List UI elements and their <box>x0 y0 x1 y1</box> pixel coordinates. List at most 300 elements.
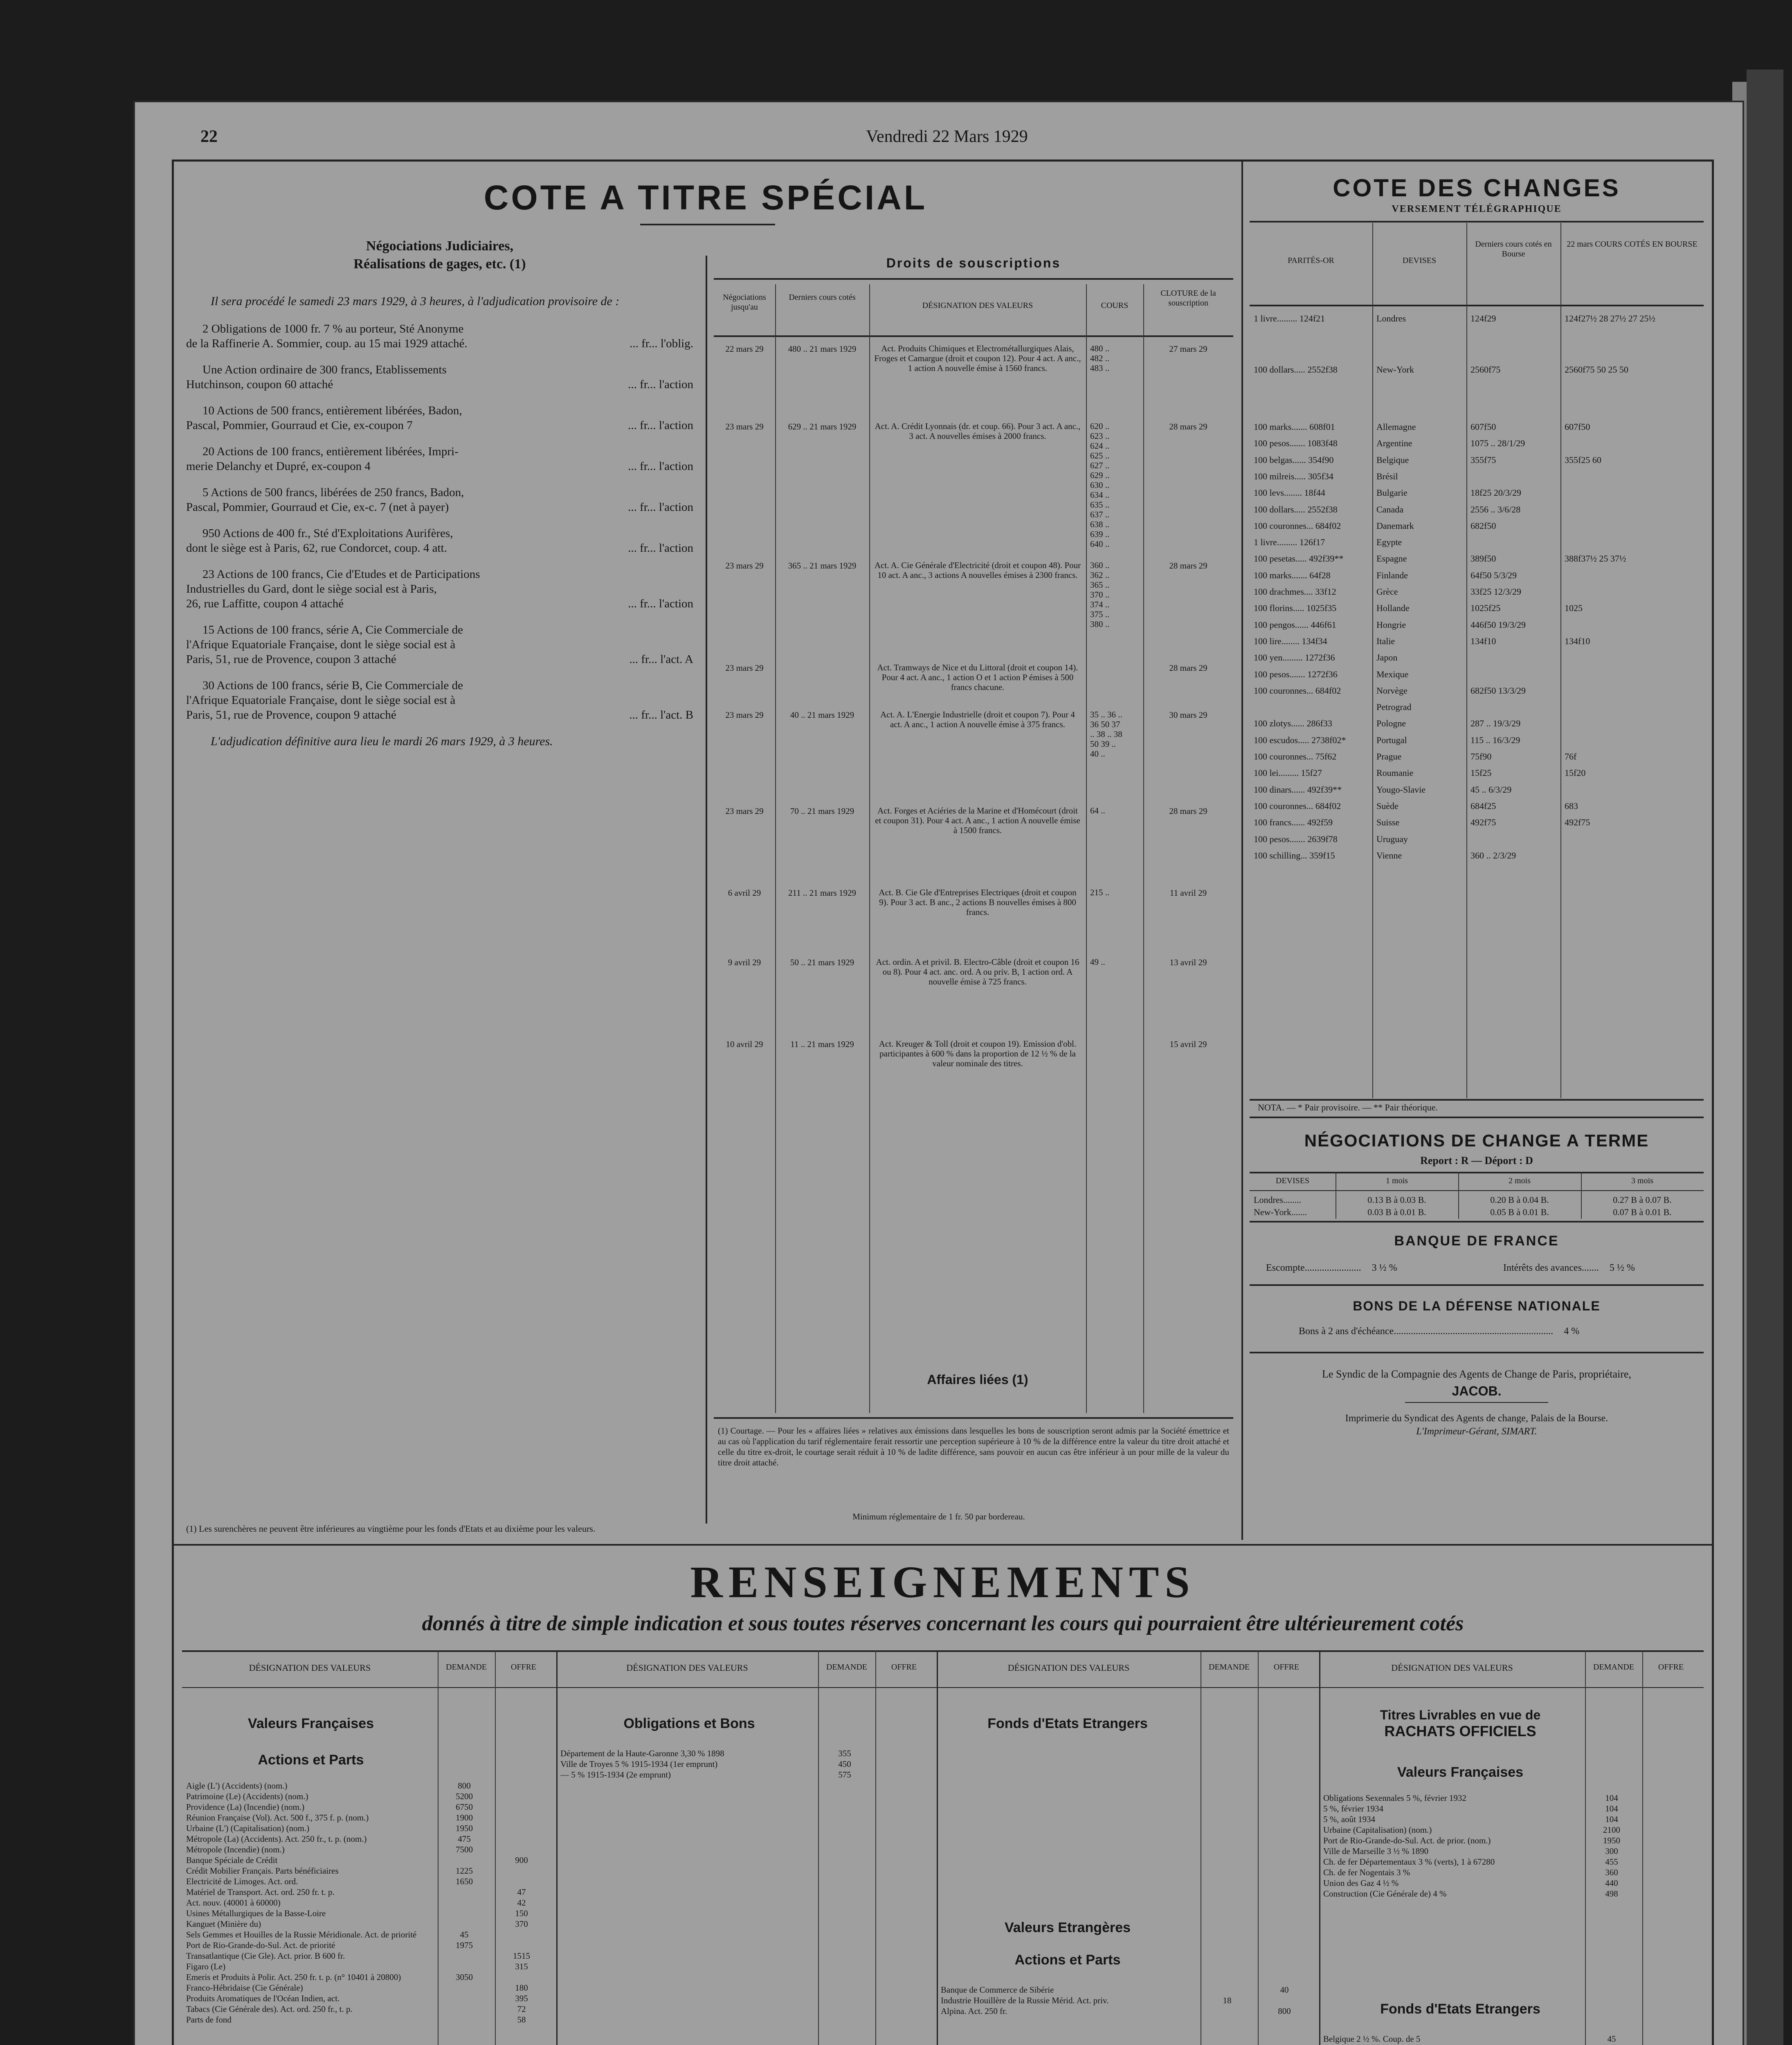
page-frame <box>172 160 1714 2045</box>
droits-cell-cours: 215 .. <box>1090 888 1110 897</box>
rens-valeur: Ch. de fer Nogentais 3 % <box>1323 1867 1410 1877</box>
rens-col2-heading-1: Obligations et Bons <box>623 1716 755 1731</box>
changes-dernier-cours: 607f50 <box>1470 422 1496 432</box>
divider-droits <box>706 256 707 1524</box>
changes-row <box>1250 469 1704 485</box>
rens-row <box>182 1812 556 1823</box>
droits-col-line-4 <box>1143 284 1144 1413</box>
banque-rule <box>1250 1284 1704 1286</box>
droits-cell-cours: 49 .. <box>1090 957 1105 967</box>
lot-line: 26, rue Laffitte, coupon 4 attaché <box>186 597 344 610</box>
negociations-heading-2: Réalisations de gages, etc. (1) <box>353 256 526 272</box>
droits-cell-cloture: 30 mars 29 <box>1169 710 1207 720</box>
changes-dernier-cours: 1025f25 <box>1470 603 1501 614</box>
lot-item <box>186 567 693 611</box>
lot-price: ... fr... l'action <box>628 542 693 555</box>
rens-valeur: Alpina. Act. 250 fr. <box>941 2006 1007 2016</box>
changes-row <box>1250 667 1704 683</box>
droits-cell-designation: Act. ordin. A et privil. B. Electro-Câble (droit et coupon 16 ou 8). Pour 4 act. anc. ord. A ou priv. B, 1 action ord. A nouvelle émise à 725 francs. <box>876 957 1079 987</box>
changes-dernier-cours: 2560f75 <box>1470 364 1501 375</box>
lot-line: Pascal, Pommier, Gourraud et Cie, ex-c. 7 (net à payer) <box>186 501 449 514</box>
droits-header-derniers: Derniers cours cotés <box>789 293 856 302</box>
rens-demande: 450 <box>838 1759 851 1769</box>
changes-row <box>1250 848 1704 864</box>
changes-devise: Roumanie <box>1376 768 1414 778</box>
changes-row <box>1250 436 1704 452</box>
rens-valeur: Port de Rio-Grande-do-Sul. Act. de prior. (nom.) <box>1323 1836 1491 1845</box>
lots-list <box>186 321 693 722</box>
rens-offre: 72 <box>517 2004 526 2014</box>
lot-price: ... fr... l'action <box>628 460 693 473</box>
rens-row <box>182 1844 556 1855</box>
changes-parite: 100 pesos....... 1272f36 <box>1254 669 1338 679</box>
rens-row <box>1319 2034 1704 2044</box>
rens-row <box>182 1887 556 1897</box>
rens-offre: 180 <box>515 1983 528 1993</box>
cote-titre-special-title: COTE A TITRE SPÉCIAL <box>483 178 928 217</box>
terme-devise: New-York....... <box>1254 1207 1307 1217</box>
rens-column-1 <box>182 1691 556 2025</box>
rens-valeur: Matériel de Transport. Act. ord. 250 fr. t. p. <box>186 1887 335 1897</box>
lot-line: 15 Actions de 100 francs, série A, Cie Commerciale de <box>202 623 463 636</box>
changes-dernier-cours: 492f75 <box>1470 817 1496 828</box>
newspaper-page <box>135 102 1743 2045</box>
changes-parite: 100 couronnes... 684f02 <box>1254 800 1341 811</box>
negociations-heading-1: Négociations Judiciaires, <box>366 238 514 254</box>
rens-valeur: Union des Gaz 4 ½ % <box>1323 1878 1399 1888</box>
rens-row <box>182 1876 556 1887</box>
changes-dernier-cours: 684f25 <box>1470 800 1496 811</box>
rens-offre: 47 <box>517 1887 526 1897</box>
rens-valeur: Emeris et Produits à Polir. Act. 250 fr. t. p. (n° 10401 à 20800) <box>186 1972 401 1982</box>
changes-header-derniers: Derniers cours cotés en Bourse <box>1475 240 1552 258</box>
changes-cours-cote: 683 <box>1565 800 1578 811</box>
changes-row <box>1250 733 1704 749</box>
droits-cell-derniers: 480 .. 21 mars 1929 <box>788 344 857 354</box>
changes-row <box>1250 551 1704 567</box>
rens-row <box>182 1823 556 1834</box>
rens-demande: 3050 <box>456 1972 473 1982</box>
rens-offre: 150 <box>515 1908 528 1918</box>
lot-item <box>186 403 693 433</box>
changes-devise: Egypte <box>1376 537 1402 548</box>
negociations-column <box>186 237 693 749</box>
rens-row <box>1319 1856 1704 1867</box>
lot-price: ... fr... l'oblig. <box>630 337 693 350</box>
changes-parite: 100 pesos....... 2639f78 <box>1254 834 1338 844</box>
changes-parite: 100 couronnes... 684f02 <box>1254 520 1341 531</box>
rens-valeur: Kanguet (Minière du) <box>186 1919 261 1929</box>
rens-row <box>182 1834 556 1844</box>
changes-header-row <box>1250 223 1704 305</box>
changes-dernier-cours: 115 .. 16/3/29 <box>1470 735 1520 745</box>
bons-line <box>1299 1325 1579 1337</box>
droits-cell-negociation: 22 mars 29 <box>725 344 764 354</box>
changes-row <box>1250 634 1704 650</box>
rens-demande: 104 <box>1605 1804 1618 1814</box>
lot-line: Paris, 51, rue de Provence, coupon 9 attaché <box>186 708 396 721</box>
changes-dernier-cours: 389f50 <box>1470 553 1496 564</box>
page-date: Vendredi 22 Mars 1929 <box>866 127 1028 146</box>
changes-dernier-cours: 355f75 <box>1470 454 1496 465</box>
lot-item <box>186 444 693 474</box>
rens-demande: 1950 <box>1603 1836 1620 1845</box>
changes-devise: Pologne <box>1376 718 1406 729</box>
lot-line: Hutchinson, coupon 60 attaché <box>186 378 333 391</box>
lot-line: 5 Actions de 500 francs, libérées de 250 francs, Badon, <box>202 486 464 499</box>
droits-cell-cloture: 28 mars 29 <box>1169 422 1207 431</box>
changes-row <box>1250 568 1704 584</box>
rens-header-offre: OFFRE <box>510 1663 537 1672</box>
rens-row <box>1319 1878 1704 1888</box>
droits-cell-designation: Act. B. Cie Gle d'Entreprises Electriques (droit et coupon 9). Pour 3 act. B anc., 2 actions B nouvelles émises à 800 francs. <box>879 888 1077 917</box>
rens-offre: 395 <box>515 1993 528 2003</box>
rens-demande: 455 <box>1605 1857 1618 1867</box>
rens-offre: 40 <box>1280 1985 1289 1995</box>
rens-demande: 360 <box>1605 1867 1618 1877</box>
changes-row <box>1250 765 1704 782</box>
syndic-rule <box>1405 1402 1548 1403</box>
rens-row <box>937 1984 1319 1995</box>
rens-demande: 800 <box>458 1781 471 1791</box>
changes-title: COTE DES CHANGES <box>1333 174 1621 202</box>
changes-devise: Norvège <box>1376 685 1408 696</box>
droits-col-line-3 <box>1086 284 1087 1413</box>
changes-cours-cote: 355f25 60 <box>1565 454 1601 465</box>
changes-parite: 100 marks....... 64f28 <box>1254 570 1331 580</box>
rens-row <box>182 1908 556 1919</box>
droits-cell-negociation: 10 avril 29 <box>726 1039 763 1049</box>
lot-line: Industrielles du Gard, dont le siège social est à Paris, <box>186 582 437 596</box>
terme-header-2-mois: 2 mois <box>1509 1176 1531 1185</box>
changes-parite: 1 livre......... 126f17 <box>1254 537 1325 548</box>
rens-demande: 575 <box>838 1770 851 1780</box>
terme-header-devises: DEVISES <box>1275 1176 1310 1185</box>
rens-valeur: Réunion Française (Vol). Act. 500 f., 375 f. p. (nom.) <box>186 1813 369 1823</box>
changes-dernier-cours: 682f50 <box>1470 520 1496 531</box>
rens-valeur: Produits Aromatiques de l'Océan Indien, act. <box>186 1993 340 2003</box>
rens-demande: 5200 <box>456 1791 473 1801</box>
rens-valeur: Urbaine (Capitalisation) (nom.) <box>1323 1825 1432 1835</box>
changes-row <box>1250 798 1704 815</box>
rens-valeur: Ville de Marseille 3 ½ % 1890 <box>1323 1846 1429 1856</box>
rens-row <box>1319 1825 1704 1835</box>
lot-item <box>186 362 693 392</box>
changes-row <box>1250 362 1704 378</box>
changes-devise: Danemark <box>1376 520 1414 531</box>
rens-header-designation: DÉSIGNATION DES VALEURS <box>249 1663 371 1673</box>
changes-parite: 100 yen......... 1272f36 <box>1254 652 1335 663</box>
rens-valeur: Construction (Cie Générale de) 4 % <box>1323 1889 1447 1899</box>
rens-row <box>1319 1835 1704 1846</box>
lot-line: 20 Actions de 100 francs, entièrement libérées, Impri- <box>202 445 459 458</box>
changes-devise: Hongrie <box>1376 619 1406 630</box>
changes-row <box>1250 650 1704 666</box>
changes-row <box>1250 716 1704 732</box>
changes-devise: Finlande <box>1376 570 1408 580</box>
rens-demande: 475 <box>458 1834 471 1844</box>
droits-header-designation: DÉSIGNATION DES VALEURS <box>922 301 1033 310</box>
terme-3-mois: 0.07 B à 0.01 B. <box>1613 1207 1672 1217</box>
changes-dernier-cours: 134f10 <box>1470 636 1496 646</box>
changes-section <box>1250 174 1704 1437</box>
droits-cell-negociation: 23 mars 29 <box>725 561 764 571</box>
terme-title: NÉGOCIATIONS DE CHANGE A TERME <box>1304 1131 1649 1150</box>
rens-row <box>1319 1846 1704 1856</box>
changes-devise: Bulgarie <box>1376 488 1408 498</box>
changes-dernier-cours: 1075 .. 28/1/29 <box>1470 438 1525 449</box>
terme-header-1-mois: 1 mois <box>1386 1176 1408 1185</box>
droits-cell-derniers: 211 .. 21 mars 1929 <box>788 888 857 898</box>
changes-row <box>1250 311 1704 327</box>
changes-parite: 100 belgas...... 354f90 <box>1254 454 1334 465</box>
syndic-line: Le Syndic de la Compagnie des Agents de Change de Paris, propriétaire, <box>1322 1368 1631 1380</box>
renseignements-table <box>182 1650 1704 2045</box>
rens-row <box>1319 1803 1704 1814</box>
changes-row <box>1250 699 1704 716</box>
changes-row <box>1250 419 1704 436</box>
banque-escompte <box>1266 1262 1397 1274</box>
rens-row <box>182 2004 556 2014</box>
rens-row <box>1319 1888 1704 1899</box>
droits-cell-negociation: 23 mars 29 <box>725 806 764 816</box>
rens-row <box>182 1951 556 1961</box>
changes-cours-cote: 2560f75 50 25 50 <box>1565 364 1628 375</box>
rens-header-demande: DEMANDE <box>826 1663 867 1672</box>
droits-cell-designation: Act. A. L'Energie Industrielle (droit et coupon 7). Pour 4 act. A anc., 1 action A nouvelle émise à 375 francs. <box>880 710 1075 729</box>
rens-row <box>182 1982 556 1993</box>
changes-parite: 1 livre......... 124f21 <box>1254 313 1325 324</box>
rens-demande: 300 <box>1605 1846 1618 1856</box>
changes-parite: 100 dollars..... 2552f38 <box>1254 504 1338 515</box>
lot-line: Pascal, Pommier, Gourraud et Cie, ex-coupon 7 <box>186 419 413 432</box>
avances-value: 5 ½ % <box>1609 1263 1635 1273</box>
changes-dernier-cours: 2556 .. 3/6/28 <box>1470 504 1521 515</box>
changes-parite: 100 pesetas..... 492f39** <box>1254 553 1344 564</box>
rens-col4-rows-2 <box>1319 2034 1704 2045</box>
lot-price: ... fr... l'action <box>628 597 693 610</box>
droits-cell-negociation: 6 avril 29 <box>728 888 761 898</box>
rens-col3-rows <box>937 1984 1319 2016</box>
rens-offre: 315 <box>515 1962 528 1971</box>
rens-valeur: Industrie Houillère de la Russie Mérid. Act. priv. <box>941 1996 1109 2005</box>
droits-cell-designation: Act. Forges et Aciéries de la Marine et d'Homécourt (droit et coupon 31). Pour 4 act. A anc., 1 action A nouvelle émise à 1500 francs. <box>875 806 1080 835</box>
lot-line: de la Raffinerie A. Sommier, coup. au 15 mai 1929 attaché. <box>186 337 468 350</box>
rens-demande: 18 <box>1223 1996 1232 2005</box>
changes-devise: Uruguay <box>1376 834 1408 844</box>
changes-row <box>1250 584 1704 600</box>
droits-cell-designation: Act. A. Cie Générale d'Electricité (droit et coupon 48). Pour 10 act. A anc., 3 actions A nouvelles émises à 2300 francs. <box>874 560 1081 580</box>
droits-rule-bottom <box>714 1417 1233 1419</box>
changes-row <box>1250 749 1704 765</box>
rens-valeur: Usines Métallurgiques de la Basse-Loire <box>186 1908 326 1918</box>
terme-header-3-mois: 3 mois <box>1631 1176 1653 1185</box>
droits-section <box>714 256 1233 1521</box>
droits-col-line-1 <box>775 284 776 1413</box>
rens-demande: 1900 <box>456 1813 473 1823</box>
lot-item <box>186 485 693 515</box>
changes-rule-bottom <box>1250 1099 1704 1101</box>
changes-devise: Prague <box>1376 751 1402 762</box>
droits-cell-designation: Act. Produits Chimiques et Electrométallurgiques Alais, Froges et Camargue (droit et coupon 12). Pour 4 act. A anc., 1 action A nouvelle émise à 1560 francs. <box>874 344 1081 373</box>
droits-cell-derniers: 365 .. 21 mars 1929 <box>788 561 857 571</box>
lot-line: 950 Actions de 400 fr., Sté d'Exploitations Aurifères, <box>202 527 453 540</box>
rens-col3-heading-3: Actions et Parts <box>1014 1952 1121 1968</box>
changes-cours-cote: 607f50 <box>1565 422 1590 432</box>
rens-row <box>1319 1793 1704 1803</box>
changes-parite: 100 dollars..... 2552f38 <box>1254 364 1338 375</box>
lot-line: 10 Actions de 500 francs, entièrement libérées, Badon, <box>202 404 462 417</box>
rens-row <box>182 1791 556 1802</box>
changes-dernier-cours: 682f50 13/3/29 <box>1470 685 1526 696</box>
rens-row <box>556 1769 937 1780</box>
droits-cell-cloture: 11 avril 29 <box>1169 888 1207 898</box>
page-header <box>200 127 1693 151</box>
rens-demande: 440 <box>1605 1878 1618 1888</box>
lot-price: ... fr... l'act. A <box>629 653 693 666</box>
rens-demande: 2100 <box>1603 1825 1620 1835</box>
rens-header-designation: DÉSIGNATION DES VALEURS <box>1391 1663 1513 1673</box>
divider-changes <box>1241 162 1243 1540</box>
lot-item <box>186 678 693 722</box>
changes-rule-nota <box>1250 1117 1704 1118</box>
changes-rule-top <box>1250 221 1704 222</box>
terme-subtitle: Report : R — Déport : D <box>1420 1155 1533 1166</box>
rens-valeur: Transatlantique (Cie Gle). Act. prior. B 600 fr. <box>186 1951 345 1961</box>
rens-valeur: Banque Spéciale de Crédit <box>186 1855 278 1865</box>
lot-item <box>186 526 693 555</box>
rens-demande: 7500 <box>456 1845 473 1854</box>
adjudication-final-note: L'adjudication définitive aura lieu le mardi 26 mars 1929, à 3 heures. <box>211 735 553 748</box>
rens-column-4 <box>1319 1691 1704 2045</box>
rens-demande: 104 <box>1605 1814 1618 1824</box>
changes-parite: 100 levs........ 18f44 <box>1254 488 1325 498</box>
rens-row <box>182 1961 556 1972</box>
changes-dernier-cours: 124f29 <box>1470 313 1496 324</box>
changes-parite: 100 couronnes... 75f62 <box>1254 751 1337 762</box>
rens-col4-heading-1b: RACHATS OFFICIELS <box>1384 1723 1536 1739</box>
rens-col4-rows <box>1319 1793 1704 1899</box>
droits-cell-cloture: 28 mars 29 <box>1169 663 1207 673</box>
changes-row <box>1250 535 1704 551</box>
rens-header-designation: DÉSIGNATION DES VALEURS <box>1007 1663 1130 1673</box>
changes-row <box>1250 518 1704 535</box>
changes-devise: New-York <box>1376 364 1414 375</box>
droits-cell-negociation: 9 avril 29 <box>728 957 761 967</box>
changes-parite: 100 florins..... 1025f35 <box>1254 603 1337 614</box>
escompte-label: Escompte....................... <box>1266 1263 1361 1273</box>
rens-col4-heading-2: Valeurs Françaises <box>1397 1764 1524 1780</box>
droits-cell-derniers: 629 .. 21 mars 1929 <box>788 422 857 431</box>
rens-row <box>937 1995 1319 2006</box>
lot-price: ... fr... l'action <box>628 378 693 391</box>
rens-demande: 498 <box>1605 1889 1618 1899</box>
droits-cell-designation: Act. Kreuger & Toll (droit et coupon 19). Emission d'obl. participantes à 600 % dans la proportion de 12 ½ % de la valeur nominale des titres. <box>879 1039 1077 1068</box>
rens-rule-top <box>182 1650 1704 1652</box>
changes-devise: Grèce <box>1376 587 1398 597</box>
rens-col3-heading-1: Fonds d'Etats Etrangers <box>987 1716 1148 1731</box>
droits-cell-negociation: 23 mars 29 <box>725 422 764 431</box>
rens-valeur: Département de la Haute-Garonne 3,30 % 1898 <box>560 1748 724 1758</box>
rens-header-demande: DEMANDE <box>1593 1663 1634 1672</box>
terme-1-mois: 0.13 B à 0.03 B. <box>1367 1195 1426 1205</box>
changes-parite: 100 lei......... 15f27 <box>1254 768 1322 778</box>
rens-column-2 <box>556 1691 937 1780</box>
changes-subtitle: VERSEMENT TÉLÉGRAPHIQUE <box>1392 204 1562 214</box>
droits-cell-cours: 620 .. 623 .. 624 .. 625 .. 627 .. 629 .. 630 .. 634 .. 635 .. 637 .. 638 .. 639 .. 640 .. <box>1090 421 1110 549</box>
terme-2-mois: 0.20 B à 0.04 B. <box>1490 1195 1549 1205</box>
bons-value: 4 % <box>1564 1326 1580 1337</box>
changes-cours-cote: 15f20 <box>1565 768 1586 778</box>
changes-row <box>1250 502 1704 518</box>
rens-row <box>182 1993 556 2004</box>
droits-cell-derniers: 40 .. 21 mars 1929 <box>790 710 854 720</box>
rens-col1-rows <box>182 1780 556 2025</box>
rens-valeur: 5 %, août 1934 <box>1323 1814 1376 1824</box>
rens-demande: 355 <box>838 1748 851 1758</box>
rens-valeur: Port de Rio-Grande-do-Sul. Act. de priorité <box>186 1940 335 1950</box>
changes-dernier-cours: 33f25 12/3/29 <box>1470 587 1522 597</box>
lot-line: 23 Actions de 100 francs, Cie d'Etudes et de Participations <box>202 568 480 581</box>
droits-cell-cloture: 28 mars 29 <box>1169 806 1207 816</box>
changes-row <box>1250 683 1704 699</box>
droits-header-cours: COURS <box>1101 301 1129 310</box>
rens-header-designation: DÉSIGNATION DES VALEURS <box>626 1663 748 1673</box>
changes-cours-cote: 492f75 <box>1565 817 1590 828</box>
escompte-value: 3 ½ % <box>1372 1263 1397 1273</box>
changes-parite: 100 zlotys...... 286f33 <box>1254 718 1332 729</box>
changes-row <box>1250 452 1704 469</box>
changes-parite: 100 schilling... 359f15 <box>1254 850 1335 861</box>
rens-demande: 1650 <box>456 1876 473 1886</box>
changes-devise: Portugal <box>1376 735 1407 745</box>
lot-line: Une Action ordinaire de 300 francs, Etablissements <box>202 363 447 376</box>
changes-row <box>1250 782 1704 798</box>
changes-devise: Japon <box>1376 652 1398 663</box>
droits-cell-cloture: 15 avril 29 <box>1169 1039 1207 1049</box>
rens-row <box>1319 1867 1704 1878</box>
droits-cell-cours: 360 .. 362 .. 365 .. 370 .. 374 .. 375 .. 380 .. <box>1090 560 1110 629</box>
changes-dernier-cours: 446f50 19/3/29 <box>1470 619 1526 630</box>
courtage-note: (1) Courtage. — Pour les « affaires liées » relatives aux émissions dans lesquelles les bons de souscription seront admis par la Société émettrice et au cas où l'application du tarif réglementaire ferait ressortir une perception supérieure à 10 % de la différence entre la valeur du titre droit attaché et celle du titre ex-droit, le courtage serait réduit à 10 % de ladite différence, sans pouvoir en aucun cas être inférieur à un pour mille de la valeur du titre droit attaché. <box>718 1426 1229 1467</box>
terme-rule-top <box>1250 1172 1704 1173</box>
droits-cell-derniers: 11 .. 21 mars 1929 <box>790 1039 854 1049</box>
renseignements-subtitle: donnés à titre de simple indication et sous toutes réserves concernant les cours qui pourraient être ultérieurement cotés <box>422 1612 1464 1635</box>
droits-title: Droits de souscriptions <box>886 256 1061 270</box>
renseignements-title: RENSEIGNEMENTS <box>690 1557 1196 1607</box>
changes-devise: Suisse <box>1376 817 1400 828</box>
changes-devise: Suède <box>1376 800 1399 811</box>
lot-line: 30 Actions de 100 francs, série B, Cie Commerciale de <box>202 679 463 692</box>
changes-parite: 100 francs...... 492f59 <box>1254 817 1333 828</box>
changes-devise: Yougo-Slavie <box>1376 784 1426 795</box>
changes-row <box>1250 617 1704 634</box>
changes-devise: Mexique <box>1376 669 1409 679</box>
rens-valeur: Act. nouv. (40001 à 60000) <box>186 1898 281 1908</box>
lot-item <box>186 622 693 667</box>
rens-row <box>937 2006 1319 2016</box>
changes-row <box>1250 600 1704 617</box>
rens-header-offre: OFFRE <box>1273 1663 1300 1672</box>
lot-price: ... fr... l'action <box>628 419 693 432</box>
droits-cell-derniers: 50 .. 21 mars 1929 <box>790 957 854 967</box>
droits-cell-derniers: 70 .. 21 mars 1929 <box>790 806 854 816</box>
rens-row <box>182 1802 556 1812</box>
droits-cell-designation: Act. A. Crédit Lyonnais (dr. et coup. 66). Pour 3 act. A anc., 3 act. A nouvelles émises à 2000 francs. <box>875 421 1081 441</box>
droits-cell-cloture: 27 mars 29 <box>1169 344 1207 354</box>
rens-header-offre: OFFRE <box>891 1663 917 1672</box>
changes-parite: 100 lire........ 134f34 <box>1254 636 1327 646</box>
